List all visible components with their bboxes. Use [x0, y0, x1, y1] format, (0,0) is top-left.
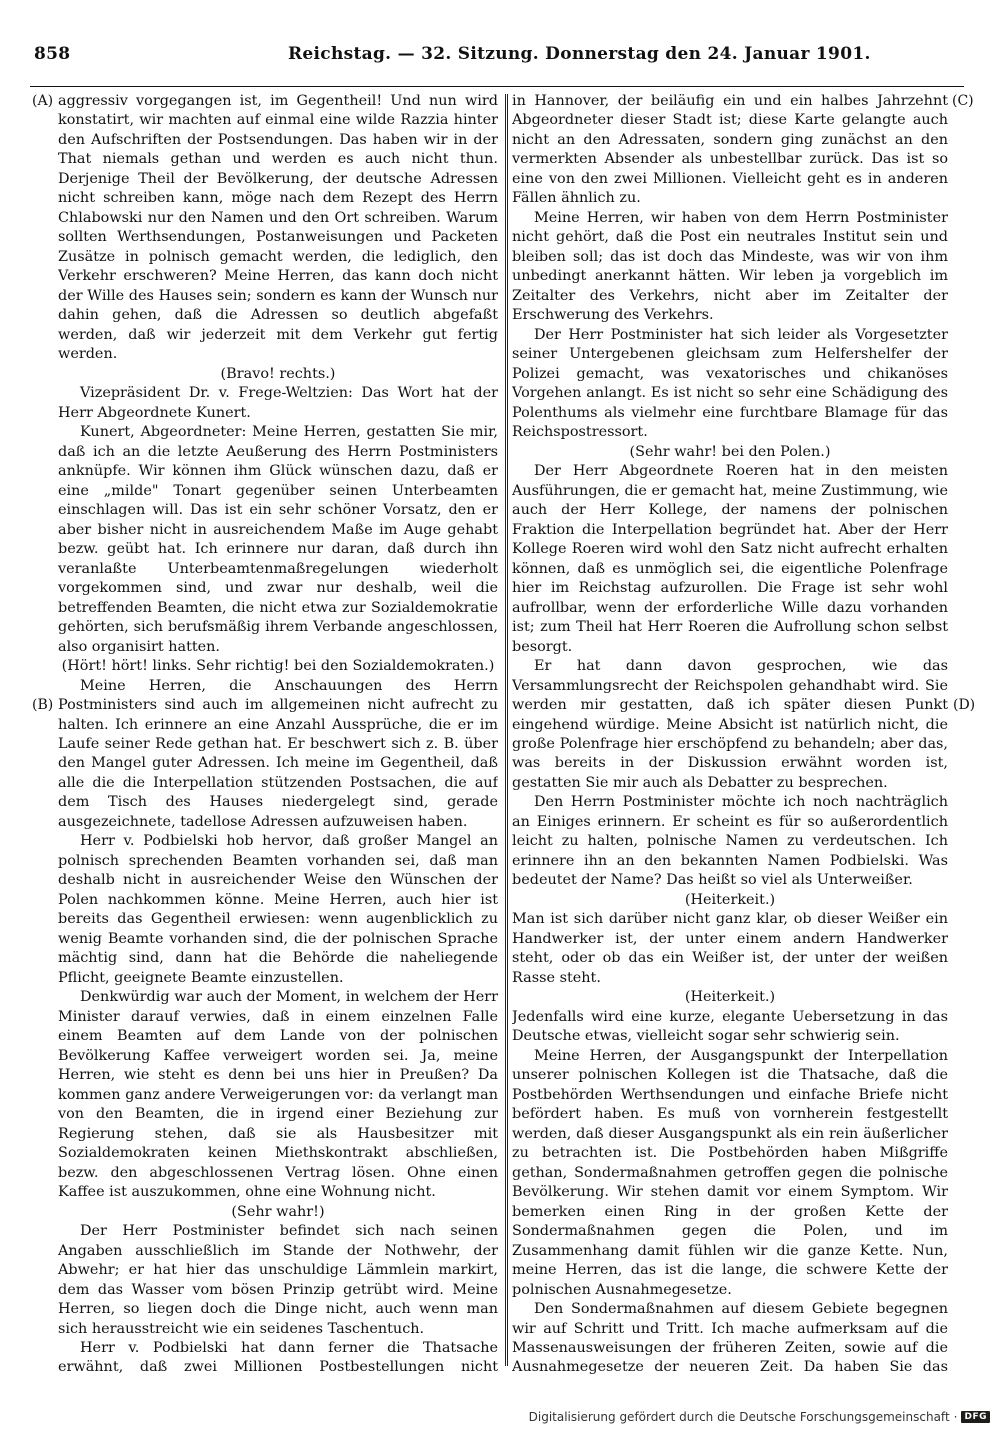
paragraph: Herr v. Podbielski hat dann ferner die Thatsache erwähnt, daß zwei Millionen Postbestellungen nicht: [58, 1340, 498, 1376]
paragraph: Man ist sich darüber nicht ganz klar, ob dieser Weißer ein Handwerker ist, der unter einem andern Handwerker steht, oder ob das ein Weißer ist, der unter der weißen Rasse steht.: [512, 911, 948, 986]
header-rule: [30, 86, 964, 87]
speaker-paragraph: Vizepräsident Dr. v. Frege-Weltzien: Das Wort hat der Herr Abgeordnete Kunert.: [58, 385, 498, 421]
interjection: (Sehr wahr! bei den Polen.): [629, 443, 831, 460]
paragraph: Jedenfalls wird eine kurze, elegante Uebersetzung in das Deutsche etwas, vielleicht sogar sehr schwierig sein.: [512, 1008, 948, 1045]
paragraph: Der Herr Postminister befindet sich nach seinen Angaben ausschließlich im Stande der Nothwehr, der Abwehr; er hat hier das unschuldige Lämmlein markirt, dem das Wasser vom bösen Prinzip getrübt wird. Meine Herren, so liegen doch die Dinge nicht, auch wenn man sich herausstreicht wie ein seidenes Taschentuch.: [58, 1223, 498, 1337]
paragraph: Meine Herren, der Ausgangspunkt der Interpellation unserer polnischen Kollegen ist die Thatsache, daß die Postbehörden Werthsendungen und einfache Briefe nicht befördert haben. Es muß von vornherein festgestellt werden, daß dieser Ausgangspunkt als ein rein äußerlicher zu betrachten ist. Die Postbehörden haben Mißgriffe gethan, Sondermaßnahmen getroffen gegen die polnische Bevölkerung. Wir stehen damit vor einem Symptom. Wir bemerken einen Ring in der großen Kette der Sondermaßnahmen gegen die Polen, und im Zusammenhang damit fühlen wir die ganze Kette. Nun, meine Herren, das ist die lange, die schwere Kette der polnischen Ausnahmegesetze.: [512, 1047, 948, 1298]
separator-dot: ·: [953, 1410, 958, 1424]
paragraph: Herr v. Podbielski hob hervor, daß großer Mangel an polnisch sprechenden Beamten vorhanden sei, daß man deshalb nicht in ausreichender Weise den Wünschen der Polen nachkommen könne. Meine Herren, auch hier ist bereits das Gegentheil erwiesen: wenn augenblicklich zu wenig Beamte vorhanden sind, die der polnischen Sprache mächtig sind, dann hat die Behörde die naheliegende Pflicht, geeignete Beamte einzustellen.: [58, 833, 498, 986]
digitization-credit: [529, 1408, 990, 1426]
interjection: (Heiterkeit.): [684, 989, 776, 1006]
dfg-logo-icon: DFG: [961, 1411, 990, 1423]
interjection: (Bravo! rechts.): [220, 365, 336, 382]
paragraph: aggressiv vorgegangen ist, im Gegentheil! Und nun wird konstatirt, wir machten auf einmal eine wilde Razzia hinter den Aufschriften der Postsendungen. Das haben wir in der That niemals gethan und werden es auch nicht thun. Derjenige Theil der Bevölkerung, der deutsche Adressen nicht schreiben kann, möge nach dem Rezept des Herrn Chlabowski nur den Namen und den Ort schreiben. Warum sollten Werthsendungen, Postanweisungen und Packeten Zusätze in polnisch gemacht werden, die lediglich, den Verkehr erschweren? Meine Herren, das kann doch nicht der Wille des Hauses sein; sondern es kann der Wunsch nur dahin gehen, daß die Adressen so deutlich abgefaßt werden, daß wir jederzeit mit dem Verkehr gut fertig werden.: [58, 93, 498, 363]
speaker-paragraph: Kunert, Abgeordneter: Meine Herren, gestatten Sie mir, daß ich an die letzte Aeußerung des Herrn Postministers anknüpfe. Wir können ihm Glück wünschen dazu, daß er eine „milde" Tonart gegenüber seinen Unterbeamten einschlagen will. Das ist ein sehr schöner Vorsatz, den er aber bisher nicht in ausreichendem Maße im Auge gehabt bezw. geübt hat. Ich erinnere nur daran, daß durch ihn veranlaßte Unterbeamtenmaßregelungen wiederholt vorgekommen sind, und zwar nur deshalb, weil die betreffenden Beamten, die nicht etwa zur Sozialdemokratie gehörten, sich berufsmäßig ihrem Verbande angeschlossen, also organisirt hatten.: [58, 424, 498, 655]
paragraph: Den Sondermaßnahmen auf diesem Gebiete begegnen wir auf Schritt und Tritt. Ich mache aufmerksam auf die Massenausweisungen der früheren Zeiten, sowie auf die Ausnahmegesetze der neueren Zeit. Da haben Sie das: [512, 1301, 948, 1376]
page-header: [30, 44, 960, 72]
paragraph: Denkwürdig war auch der Moment, in welchem der Herr Minister darauf verwies, daß in einem einzelnen Falle einem Beamten auf dem Lande von der polnischen Bevölkerung Kaffee verweigert worden sei. Ja, meine Herren, wie steht es denn bei uns hier in Preußen? Da kommen ganz andere Verweigerungen vor: da verlangt man von den Beamten, die in irgend einer Beziehung zur Regierung stehen, daß sie als Hausbesitzer mit Sozialdemokraten keinen Miethskontrakt abschließen, bezw. den abgeschlossenen Vertrag lösen. Ohne einen Kaffee ist auszukommen, ohne eine Wohnung nicht.: [58, 989, 498, 1201]
left-column: [58, 92, 498, 1376]
paragraph: Meine Herren, die Anschauungen des Herrn Postministers sind auch im allgemeinen nicht aufrecht zu halten. Ich erinnere an eine Anzahl Aussprüche, die er im Laufe seiner Rede gethan hat. Er beschwert sich z. B. über den Mangel guter Adressen. Ich meine im Gegentheil, daß alle die die Interpellation stützenden Postsachen, die auf dem Tisch des Hauses niedergelegt sind, gerade ausgezeichnete, tadellose Adressen aufzuweisen haben.: [58, 677, 498, 830]
column-divider: [505, 94, 508, 1366]
paragraph: in Hannover, der beiläufig ein und ein halbes Jahrzehnt Abgeordneter dieser Stadt ist; diese Karte gelangte auch nicht an den Adressaten, sondern ging zunächst an den vermerkten Absender als unbestellbar zurück. Das ist so eine von den zwei Millionen. Vielleicht geht es in anderen Fällen ähnlich zu.: [512, 93, 948, 207]
running-title: Reichstag. — 32. Sitzung. Donnerstag den 24. Januar 1901.: [288, 44, 871, 64]
credit-text: Digitalisierung gefördert durch die Deutsche Forschungsgemeinschaft: [528, 1410, 950, 1424]
interjection: (Heiterkeit.): [684, 891, 776, 908]
paragraph: Meine Herren, wir haben von dem Herrn Postminister nicht gehört, daß die Post ein neutrales Institut sein und bleiben soll; das ist doch das Mindeste, was wir von ihm unbedingt anerkannt hätten. Wir leben ja vorgeblich im Zeitalter des Verkehrs, nicht aber im Zeitalter der Erschwerung des Verkehrs.: [512, 209, 948, 324]
paragraph: Der Herr Postminister hat sich leider als Vorgesetzter seiner Untergebenen gleichsam zum Helfershelfer der Polizei gemacht, was vexatorisches und chikanöses Vorgehen anlangt. Es ist nicht so sehr eine Schädigung des Polenthums als vielmehr eine furchtbare Blamage für das Reichspostressort.: [512, 326, 948, 441]
right-column: [512, 92, 948, 1376]
interjection: (Hört! hört! links. Sehr richtig! bei den Sozialdemokraten.): [61, 658, 495, 675]
paragraph: Der Herr Abgeordnete Roeren hat in den meisten Ausführungen, die er gemacht hat, meine Zustimmung, wie auch der Herr Kollege, der namens der polnischen Fraktion die Interpellation begründet hat. Aber der Herr Kollege Roeren wird wohl den Satz nicht aufrecht erhalten können, daß es unmöglich sei, die eigentliche Polenfrage hier im Reichstag aufzurollen. Die Frage ist sehr wohl aufrollbar, wenn der erforderliche Wille dazu vorhanden ist; zum Theil hat Herr Roeren die Aufrollung schon selbst besorgt.: [512, 463, 948, 655]
paragraph: Er hat dann davon gesprochen, wie das Versammlungsrecht der Reichspolen gehandhabt wird. Sie werden mir gestatten, daß ich später diesen Punkt eingehend würdige. Meine Absicht ist natürlich nicht, die große Polenfrage hier erschöpfend zu behandeln; aber das, was bereits in der Diskussion erwähnt worden ist, gestatten Sie mir auch als Debatter zu besprechen.: [512, 658, 948, 791]
margin-marker-b: (B): [32, 697, 54, 713]
margin-marker-a: (A): [32, 93, 54, 109]
paragraph: Den Herrn Postminister möchte ich noch nachträglich an Einiges erinnern. Er scheint es für so außerordentlich leicht zu halten, polnische Namen zu verdeutschen. Ich erinnere ihn an den bekannten Namen Podbielski. Was bedeutet der Name? Das heißt so viel als Unterweißer.: [512, 794, 948, 889]
margin-marker-d: (D): [953, 697, 976, 713]
margin-marker-c: (C): [952, 93, 974, 109]
page-number: 858: [34, 44, 71, 64]
interjection: (Sehr wahr!): [231, 1203, 325, 1220]
